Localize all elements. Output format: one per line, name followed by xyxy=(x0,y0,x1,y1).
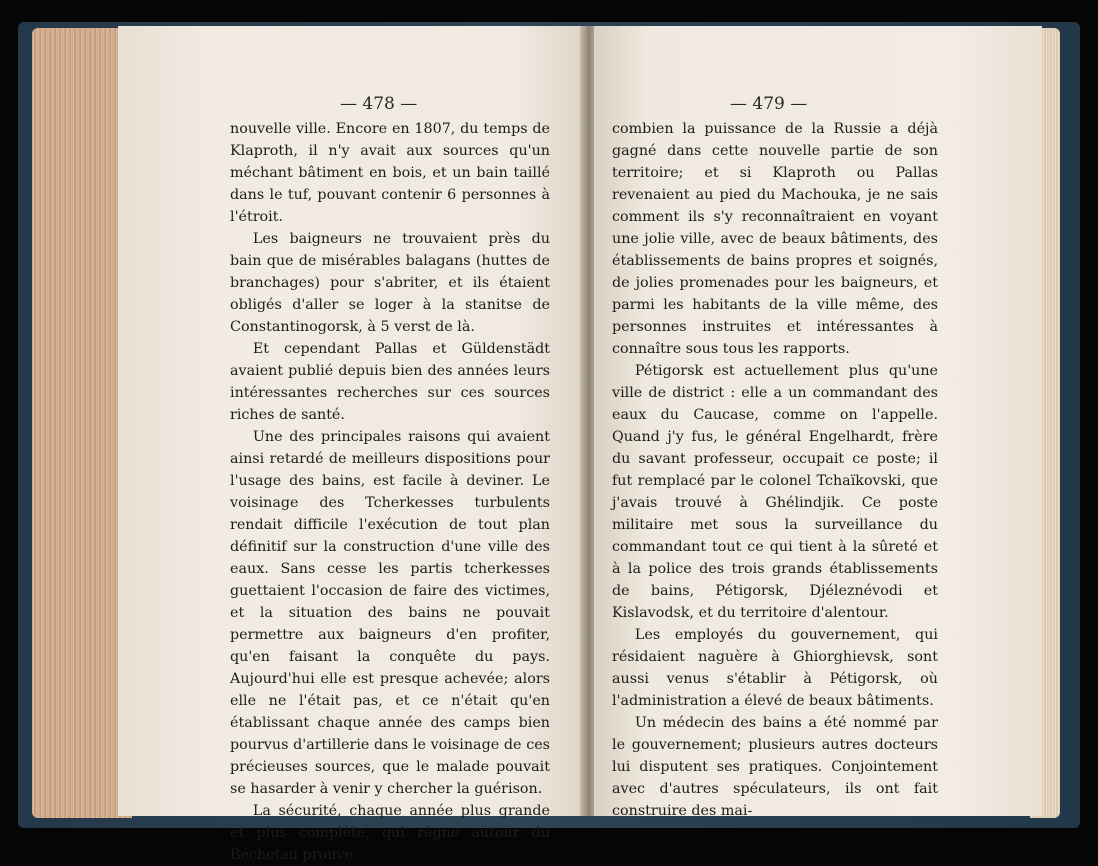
right-page xyxy=(594,26,1042,819)
left-paragraph-3: Et cependant Pallas et Güldenstädt avaient publié depuis bien des années leurs intéressantes recherches sur ces sources riches de santé. xyxy=(230,341,550,423)
right-page-text xyxy=(612,118,938,822)
left-page xyxy=(118,26,585,863)
right-paragraph-3: Les employés du gouvernement, qui résidaient naguère à Ghiorghievsk, sont aussi venus s'établir à Pétigorsk, où l'administration a élevé de beaux bâtiments. xyxy=(612,627,938,709)
left-paragraph-5: La sécurité, chaque année plus grande et plus complète, qui règne autour du Béchetau prouve xyxy=(230,803,550,863)
page-edges-left xyxy=(32,28,132,818)
right-paragraph-4: Un médecin des bains a été nommé par le gouvernement; plusieurs autres docteurs lui disputent ses pratiques. Conjointement avec d'autres spéculateurs, ils ont fait construire des mai- xyxy=(612,715,938,819)
right-paragraph-1: combien la puissance de la Russie a déjà gagné dans cette nouvelle partie de son territoire; et si Klaproth ou Pallas revenaient au pied du Machouka, je ne sais comment ils s'y reconnaîtraient en voyant une jolie ville, avec de beaux bâtiments, des établissements de bains propres et soignés, de jolies promenades pour les baigneurs, et parmi les habitants de la ville même, des personnes instruites et intéressantes à connaître sous tous les rapports. xyxy=(612,121,938,357)
left-page-text xyxy=(230,118,550,866)
left-paragraph-2: Les baigneurs ne trouvaient près du bain que de misérables balagans (huttes de branchages) pour s'abriter, et ils étaient obligés d'aller se loger à la stanitse de Constantinogorsk, à 5 verst de là. xyxy=(230,231,550,335)
left-page-number: — 478 — xyxy=(340,94,418,114)
right-paragraph-2: Pétigorsk est actuellement plus qu'une ville de district : elle a un commandant des eaux du Caucase, comme on l'appelle. Quand j'y fus, le général Engelhardt, frère du savant professeur, occupait ce poste; il fut remplacé par le colonel Tchaïkovski, que j'avais trouvé à Ghélindjik. Ce poste militaire met sous la surveillance du commandant tout ce qui tient à la sûreté et à la police des trois grands établissements de bains, Pétigorsk, Djéleznévodi et Kislavodsk, et du territoire d'alentour. xyxy=(612,363,938,621)
right-page-number: — 479 — xyxy=(730,94,808,114)
left-paragraph-1: nouvelle ville. Encore en 1807, du temps de Klaproth, il n'y avait aux sources qu'un méchant bâtiment en bois, et un bain taillé dans le tuf, pouvant contenir 6 personnes à l'étroit. xyxy=(230,121,550,225)
left-paragraph-4: Une des principales raisons qui avaient ainsi retardé de meilleurs dispositions pour l'usage des bains, est facile à deviner. Le voisinage des Tcherkesses turbulents rendait difficile l'exécution de tout plan définitif sur la construction d'une ville des eaux. Sans cesse les partis tcherkesses guettaient l'occasion de faire des victimes, et la situation des bains ne pouvait permettre aux baigneurs d'en profiter, qu'en faisant la conquête du pays. Aujourd'hui elle est presque achevée; alors elle ne l'était pas, et ce n'était qu'en établissant chaque année des camps bien pourvus d'artillerie dans le voisinage de ces précieuses sources, que le malade pouvait se hasarder à venir y chercher la guérison. xyxy=(230,429,550,797)
